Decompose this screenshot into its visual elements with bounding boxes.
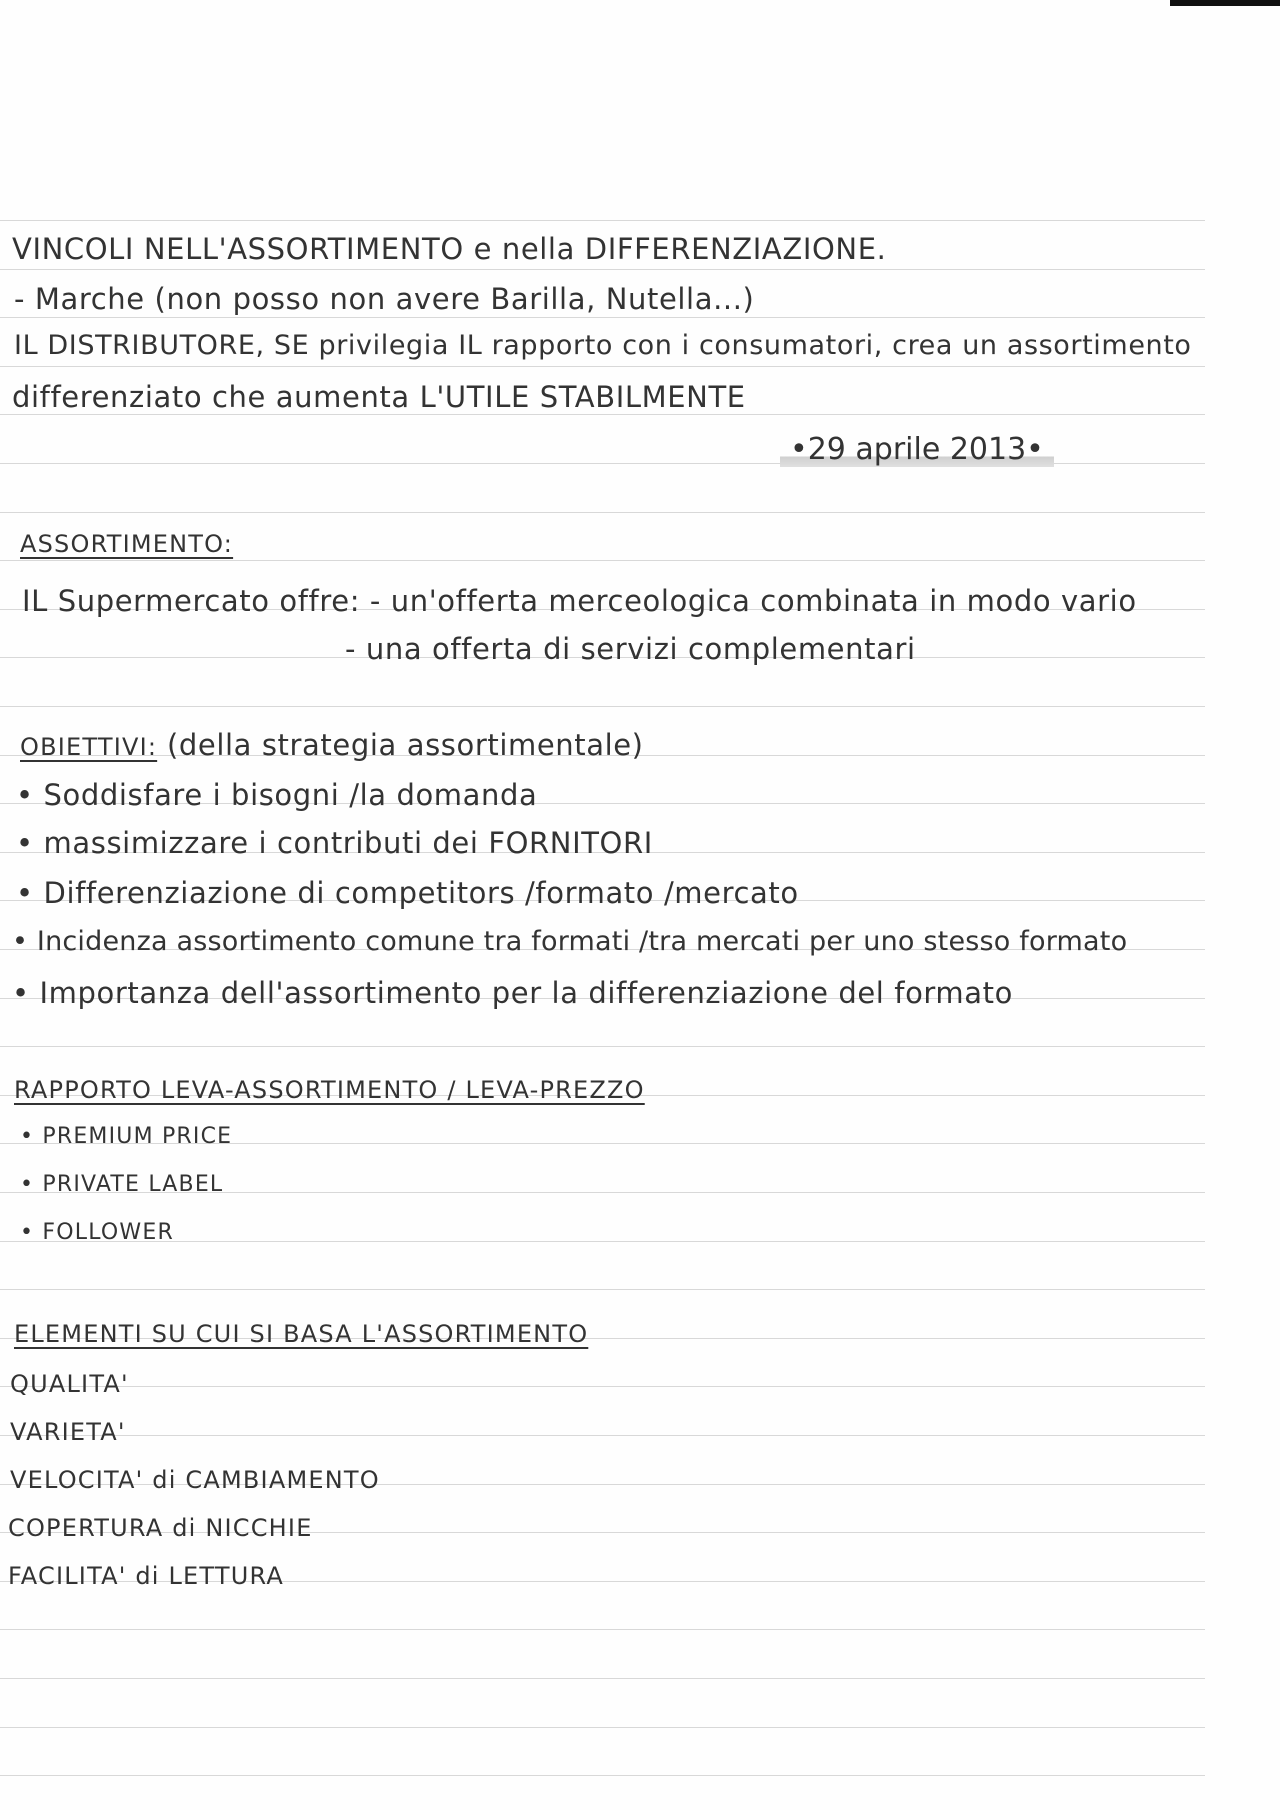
- scan-corner-mark: [1170, 0, 1280, 6]
- ruled-line: [0, 1629, 1205, 1630]
- ruled-line: [0, 317, 1205, 318]
- elementi-item: VARIETA': [10, 1418, 126, 1446]
- ruled-line: [0, 560, 1205, 561]
- page-date: •29 aprile 2013•: [780, 432, 1054, 467]
- ruled-line: [0, 1241, 1205, 1242]
- rapporto-item: • PRIVATE LABEL: [20, 1172, 224, 1197]
- elementi-item: QUALITA': [10, 1370, 129, 1398]
- ruled-line: [0, 1046, 1205, 1047]
- elementi-item: FACILITA' di LETTURA: [8, 1562, 284, 1590]
- section-title-elementi: ELEMENTI SU CUI SI BASA L'ASSORTIMENTO: [14, 1320, 589, 1348]
- obiettivi-item: • Differenziazione di competitors /formato /mercato: [16, 876, 799, 910]
- obiettivi-item: • Incidenza assortimento comune tra formati /tra mercati per uno stesso formato: [12, 926, 1128, 957]
- ruled-line: [0, 1289, 1205, 1290]
- section-title-obiettivi: OBIETTIVI:: [20, 733, 158, 761]
- ruled-line: [0, 1678, 1205, 1679]
- assortimento-line-2: - una offerta di servizi complementari: [345, 632, 916, 666]
- obiettivi-item: • Soddisfare i bisogni /la domanda: [16, 778, 538, 812]
- ruled-line: [0, 366, 1205, 367]
- ruled-line: [0, 1727, 1205, 1728]
- intro-line-4: differenziato che aumenta L'UTILE STABILMENTE: [12, 380, 746, 414]
- intro-line-3: IL DISTRIBUTORE, SE privilegia IL rapporto con i consumatori, crea un assortimento: [14, 330, 1192, 361]
- intro-line-2: - Marche (non posso non avere Barilla, Nutella...): [14, 282, 755, 316]
- elementi-item: VELOCITA' di CAMBIAMENTO: [10, 1466, 380, 1494]
- intro-line-1: VINCOLI NELL'ASSORTIMENTO e nella DIFFERENZIAZIONE.: [12, 232, 887, 266]
- section-title-rapporto: RAPPORTO LEVA-ASSORTIMENTO / LEVA-PREZZO: [14, 1076, 645, 1104]
- ruled-line: [0, 414, 1205, 415]
- ruled-line: [0, 1435, 1205, 1436]
- obiettivi-item: • massimizzare i contributi dei FORNITORI: [16, 826, 653, 860]
- section-title-assortimento: ASSORTIMENTO:: [20, 530, 234, 558]
- assortimento-line-1: IL Supermercato offre: - un'offerta merceologica combinata in modo vario: [22, 584, 1137, 618]
- obiettivi-heading: [20, 728, 644, 762]
- rapporto-item: • PREMIUM PRICE: [20, 1124, 233, 1149]
- ruled-line: [0, 706, 1205, 707]
- ruled-line: [0, 1775, 1205, 1776]
- ruled-line: [0, 220, 1205, 221]
- obiettivi-subtitle: (della strategia assortimentale): [166, 728, 644, 762]
- elementi-item: COPERTURA di NICCHIE: [8, 1514, 313, 1542]
- ruled-line: [0, 1386, 1205, 1387]
- ruled-line: [0, 269, 1205, 270]
- obiettivi-item: • Importanza dell'assortimento per la differenziazione del formato: [12, 976, 1013, 1010]
- ruled-line: [0, 512, 1205, 513]
- rapporto-item: • FOLLOWER: [20, 1220, 174, 1245]
